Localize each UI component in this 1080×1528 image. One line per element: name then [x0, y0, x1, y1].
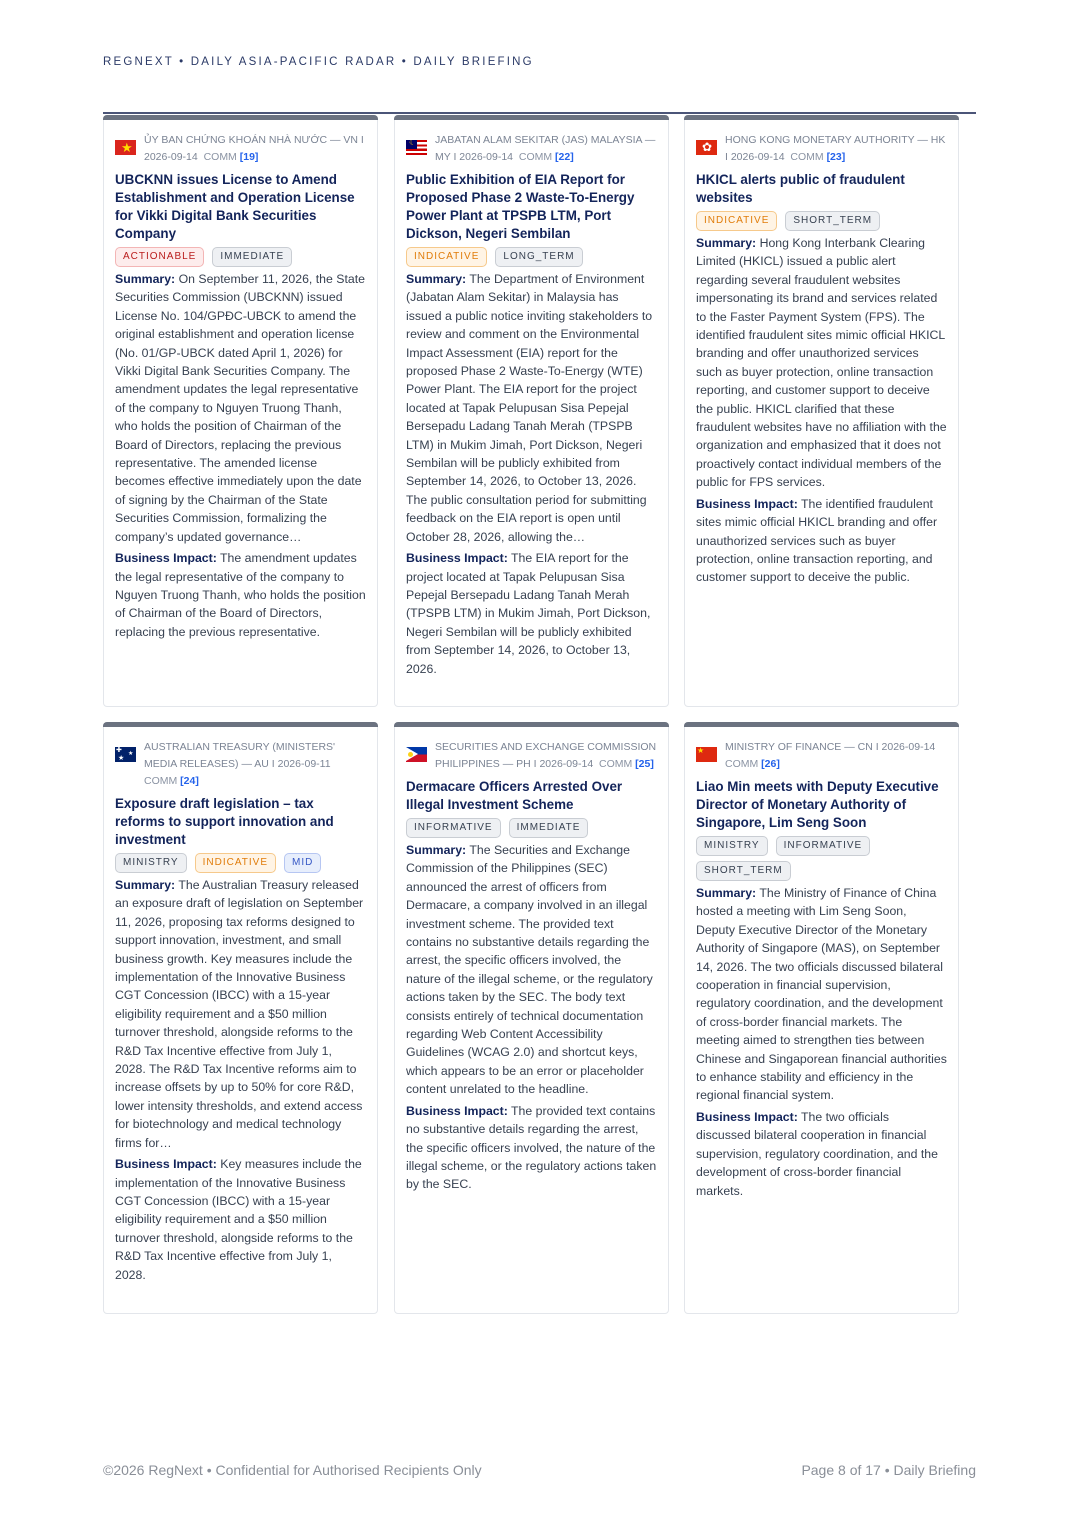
reference-link[interactable]: [22]: [555, 151, 574, 163]
impact-text: The amendment updates the legal representative of the company to Nguyen Truong Thanh, who holds the position of Chairman of the Board of Directors, replacing the previous representative.: [115, 551, 366, 639]
summary-label: Summary:: [115, 272, 176, 286]
summary-label: Summary:: [115, 878, 176, 892]
reference-link[interactable]: [24]: [180, 775, 199, 787]
impact-label: Business Impact:: [115, 1157, 217, 1172]
impact-label: Business Impact:: [696, 496, 798, 511]
impact-paragraph: [115, 549, 366, 641]
summary-label: Summary:: [406, 272, 467, 286]
tag-short-term: SHORT_TERM: [785, 211, 880, 231]
reference-link[interactable]: [23]: [826, 151, 846, 163]
source-meta: JABATAN ALAM SEKITAR (JAS) MALAYSIA — MY I 2026-09-14: [435, 134, 656, 163]
comm-label: COMM: [203, 151, 237, 163]
header-rule: [103, 112, 976, 114]
summary-label: Summary:: [696, 236, 757, 250]
source-meta: MINISTRY OF FINANCE — CN I 2026-09-14: [725, 741, 936, 753]
reference-link[interactable]: [19]: [239, 151, 259, 163]
impact-text: Key measures include the implementation of the Innovative Business CGT Concession (IBCC) with a 15-year eligibility requirement and a $50 million turnover threshold, alongside reforms to the R&D Tax Incentive effective from July 1, 2028.: [115, 1157, 362, 1282]
impact-label: Business Impact:: [406, 1103, 508, 1118]
impact-text: The provided text contains no substantive details regarding the arrest, the specific officers involved, the nature of the illegal scheme, or the regulatory actions taken by the SEC.: [406, 1103, 657, 1192]
summary-text: The Ministry of Finance of China hosted a meeting with Lim Seng Soon, Deputy Executive Director of the Monetary Authority of Singapore (MAS), on September 14, 2026. The two officials discussed bilateral cooperation in financial supervision, regulatory coordination, and the development of cross-border financial markets. The meeting aimed to strengthen ties between Chinese and Singaporean financial authorities to enhance stability and efficiency in the regional financial system.: [696, 886, 947, 1103]
footer-left: ©2026 RegNext • Confidential for Authorised Recipients Only: [103, 1462, 482, 1478]
news-card: [394, 115, 669, 707]
summary-text: The Securities and Exchange Commission of the Philippines (SEC) announced the arrest of officers from Dermacare, a company involved in an illegal investment scheme. The provided text contains no substantive details regarding the arrest, the specific officers involved, the nature of the illegal scheme, or the regulatory actions taken by the SEC. The body text consists entirely of technical documentation regarding Web Content Accessibility Guidelines (WCAG 2.0) and shortcut keys, which appears to be an error or placeholder content unrelated to the headline.: [406, 843, 653, 1097]
malaysia-flag-icon: ☾: [406, 140, 427, 155]
summary-text: On September 11, 2026, the State Securities Commission (UBCKNN) issued License No. 104/GPĐC-UBCK to amend the original establishment and operation license (No. 01/GP-UBCK dated April 1, 2026) for Vikki Digital Bank Securities Company. The amendment updates the legal representative of the company to Nguyen Truong Thanh, who holds the position of Chairman of the Board of Directors, replacing the previous representative. The amended license becomes effective immediately upon the date of signing by the Chairman of the State Securities Commission, formalizing the company’s updated governance…: [115, 272, 365, 544]
tag-ministry: MINISTRY: [696, 836, 768, 856]
summary-text: The Department of Environment (Jabatan Alam Sekitar) in Malaysia has issued a public notice inviting stakeholders to review and comment on the Environmental Impact Assessment (EIA) report for the proposed Phase 2 Waste-To-Energy (WTE) Power Plant. The EIA report for the project located at Tapak Pelupusan Sisa Pepejal Bersepadu Ladang Tanah Merah (TPSPB LTM) in Mukim Jimah, Port Dickson, Negeri Sembilan will be publicly exhibited from September 14, 2026, to October 13, 2026. The public consultation period for submitting feedback on the EIA report is open until October 28, 2026, allowing the…: [406, 272, 653, 544]
reference-link[interactable]: [25]: [635, 758, 654, 770]
impact-paragraph: [696, 1108, 947, 1200]
tag-long-term: LONG_TERM: [495, 247, 582, 267]
footer-right: Page 8 of 17 • Daily Briefing: [801, 1462, 976, 1478]
card-title: Dermacare Officers Arrested Over Illegal Investment Scheme: [406, 779, 623, 812]
summary-text: The Australian Treasury released an exposure draft of legislation on September 11, 2026, proposing tax reforms designed to support innovation, investment, and small business growth. Key measures include the implementation of the Innovative Business CGT Concession (IBCC) with a 15-year eligibility requirement and a $50 million turnover threshold, alongside reforms to the R&D Tax Incentive effective from July 1, 2028. The R&D Tax Incentive reforms aim to increase offsets by up to 50% for core R&D, lower intensity thresholds, and extend access for biotechnology and medical technology firms for…: [115, 878, 364, 1150]
news-card: [103, 722, 378, 1314]
philippines-flag-icon: [406, 747, 427, 762]
impact-text: The identified fraudulent sites mimic official HKICL branding and offer unauthorized services such as buyer protection, online transaction reporting, and customer support to deceive the public.: [696, 496, 938, 585]
tag-ministry: MINISTRY: [115, 853, 187, 873]
summary-paragraph: [406, 270, 657, 546]
news-card: [684, 115, 959, 707]
source-meta: HONG KONG MONETARY AUTHORITY — HK I 2026-09-14: [725, 134, 946, 163]
impact-label: Business Impact:: [696, 1109, 798, 1124]
summary-label: Summary:: [406, 843, 467, 857]
summary-paragraph: [115, 270, 366, 546]
news-card: [394, 722, 669, 1314]
impact-paragraph: [115, 1155, 366, 1284]
source-meta: SECURITIES AND EXCHANGE COMMISSION PHILIPPINES — PH I 2026-09-14: [435, 741, 657, 770]
impact-text: The two officials discussed bilateral cooperation in financial supervision, regulatory coordination, and the development of cross-border financial markets.: [696, 1109, 938, 1198]
running-header: REGNEXT • DAILY ASIA-PACIFIC RADAR • DAILY BRIEFING: [103, 56, 534, 68]
comm-label: COMM: [599, 758, 633, 770]
card-title: UBCKNN issues License to Amend Establishment and Operation License for Vikki Digital Bank Securities Company: [115, 172, 355, 241]
tag-immediate: IMMEDIATE: [509, 818, 589, 838]
vietnam-flag-icon: ★: [115, 140, 136, 155]
impact-text: The EIA report for the project located at Tapak Pelupusan Sisa Pepejal Bersepadu Ladang Tanah Merah (TPSPB LTM) in Mukim Jimah, Port Dickson, Negeri Sembilan will be publicly exhibited from September 14, 2026, to October 13, 2026.: [406, 551, 651, 676]
card-title: HKICL alerts public of fraudulent websites: [696, 172, 905, 205]
card-title: Public Exhibition of EIA Report for Proposed Phase 2 Waste-To-Energy Power Plant at TPSPB LTM, Port Dickson, Negeri Sembilan: [406, 172, 635, 241]
hong-kong-flag-icon: ✿: [696, 140, 717, 155]
tag-indicative: INDICATIVE: [696, 211, 777, 231]
tag-mid: MID: [284, 853, 321, 873]
tag-short-term: SHORT_TERM: [696, 861, 791, 881]
card-title: Liao Min meets with Deputy Executive Director of Monetary Authority of Singapore, Lim Seng Soon: [696, 779, 939, 830]
comm-label: COMM: [725, 758, 759, 770]
australia-flag-icon: ✚ ★ ★: [115, 747, 136, 762]
summary-text: Hong Kong Interbank Clearing Limited (HKICL) issued a public alert regarding several fraudulent websites impersonating its brand and services related to the Faster Payment System (FPS). The identified fraudulent sites mimic official HKICL branding and offer unauthorized services such as buyer protection, online transaction reporting, and customer support to deceive the public. HKICL clarified that these fraudulent websites have no affiliation with the organization and emphasized that it does not proactively contact individual members of the public for FPS services.: [696, 236, 947, 490]
summary-paragraph: [406, 841, 657, 1099]
tag-informative: INFORMATIVE: [776, 836, 871, 856]
source-meta: AUSTRALIAN TREASURY (MINISTERS' MEDIA RELEASES) — AU I 2026-09-11: [144, 741, 336, 770]
reference-link[interactable]: [26]: [761, 758, 780, 770]
news-card: [684, 722, 959, 1314]
impact-paragraph: [696, 495, 947, 587]
summary-label: Summary:: [696, 886, 757, 900]
impact-paragraph: [406, 549, 657, 678]
comm-label: COMM: [518, 151, 553, 163]
tag-immediate: IMMEDIATE: [212, 247, 292, 267]
impact-paragraph: [406, 1102, 657, 1194]
comm-label: COMM: [144, 775, 178, 787]
news-card: [103, 115, 378, 707]
source-meta: ỦY BAN CHỨNG KHOÁN NHÀ NƯỚC — VN I 2026-09-14: [144, 134, 364, 163]
comm-label: COMM: [790, 151, 824, 163]
card-title: Exposure draft legislation – tax reforms to support innovation and investment: [115, 796, 334, 847]
tag-indicative: INDICATIVE: [406, 247, 487, 267]
china-flag-icon: ★: [696, 747, 717, 762]
tag-actionable: ACTIONABLE: [115, 247, 204, 267]
impact-label: Business Impact:: [115, 551, 217, 566]
tag-indicative: INDICATIVE: [195, 853, 276, 873]
tag-informative: INFORMATIVE: [406, 818, 501, 838]
summary-paragraph: [696, 234, 947, 492]
impact-label: Business Impact:: [406, 551, 508, 566]
summary-paragraph: [115, 876, 366, 1152]
summary-paragraph: [696, 884, 947, 1105]
